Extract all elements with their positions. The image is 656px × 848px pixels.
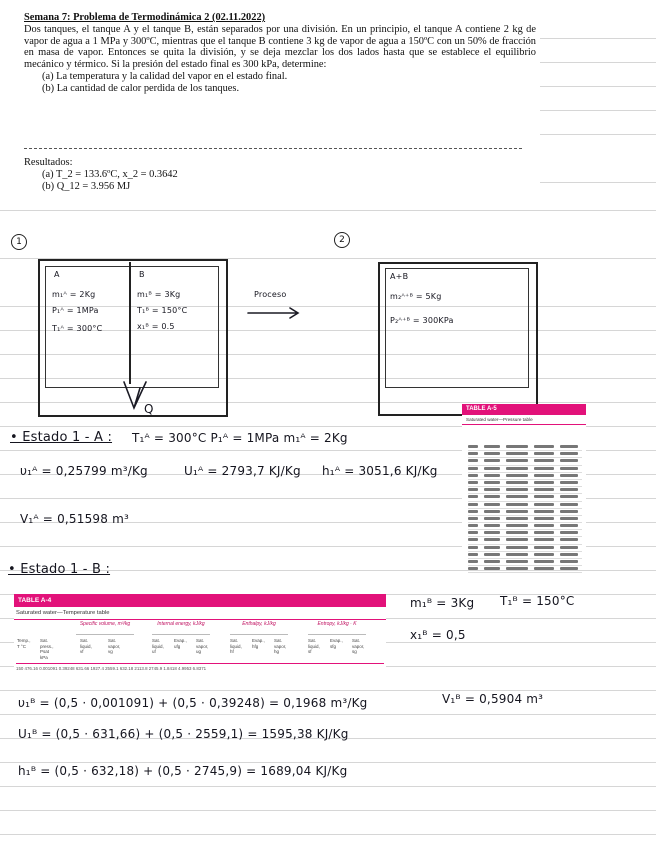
tank-b-quality: x₁ᴮ = 0.5 [137,322,175,331]
state-1b-temp: T₁ᴮ = 150°C [500,594,575,608]
state-2-circle: 2 [334,232,350,248]
final-tank-inner [385,268,529,388]
table-a5-rows [468,444,582,560]
steam-table-a4 [14,594,386,676]
table-a4-cat-volume: Specific volume, m³/kg [79,621,131,627]
process-arrow-icon [246,306,302,320]
tank-partition [129,262,131,384]
state-1a-conditions: T₁ᴬ = 300°C P₁ᴬ = 1MPa m₁ᴬ = 2Kg [132,431,348,445]
question-a: (a) La temperatura y la calidad del vapor en el estado final. [42,70,288,82]
state-1a-specific-volume: υ₁ᴬ = 0,25799 m³/Kg [20,464,148,478]
table-a4-cat-enthalpy: Enthalpy, kJ/kg [242,621,276,627]
state-1a-enthalpy: h₁ᴬ = 3051,6 KJ/Kg [322,464,438,478]
state-1b-specific-volume: υ₁ᴮ = (0,5 · 0,001091) + (0,5 · 0,39248) = 0,1968 m³/Kg [18,696,368,710]
problem-title: Semana 7: Problema de Termodinámica 2 (02.11.2022) [24,12,266,23]
table-a4-cat-energy: Internal energy, kJ/kg [157,621,205,627]
state-1b-enthalpy: h₁ᴮ = (0,5 · 632,18) + (0,5 · 2745,9) = 1689,04 KJ/Kg [18,764,348,778]
results-block [24,157,178,193]
tank-a-temp: T₁ᴬ = 300°C [52,324,103,333]
tank-a-mass: m₁ᴬ = 2Kg [52,290,96,299]
problem-text: Dos tanques, el tanque A y el tanque B, están separados por una división. En un principio, el tanque A contiene 2 kg de vapor de agua a 1 MPa y 300ºC, mientras que el tanque B contiene 3 kg de vapor de agua a 150ºC con un 50% de fracción en masa de vapor. Entonces se quita la división, y se deja mezclar los dos lados hasta que se establece el equilibrio mecánico y térmico. Si la presión del estado final es 300 kPa, determine: [24,23,536,71]
tank-a-pressure: P₁ᴬ = 1MPa [52,306,99,315]
table-a4-col: Sat. liquid, vf [80,638,92,654]
table-a4-row-150: 150 476.16 0.001091 0.39248 631.66 1927.4 2559.1 632.18 2113.8 2745.9 1.8418 4.9953 6.8371 [16,663,384,673]
result-b: (b) Q_12 = 3.956 MJ [42,181,131,192]
state-1a-internal-energy: U₁ᴬ = 2793,7 KJ/Kg [184,464,301,478]
table-a4-col: Sat. liquid, hf [230,638,242,654]
table-a4-col: Sat. vapor, sg [352,638,365,654]
steam-table-a5 [462,404,586,564]
table-a4-col: Sat. liquid, uf [152,638,164,654]
table-a4-col: Evap., ufg [174,638,187,649]
table-a4-col: Evap., hfg [252,638,265,649]
table-a4-col: Sat. press., Psat kPa [40,638,54,660]
result-a: (a) T_2 = 133.6ºC, x_2 = 0.3642 [42,169,178,180]
state-1a-volume: V₁ᴬ = 0,51598 m³ [20,512,130,526]
tank-ab-label: A+B [390,272,409,281]
state-1a-heading: • Estado 1 - A : [10,430,113,445]
state-1b-volume: V₁ᴮ = 0,5904 m³ [442,692,544,706]
tank-ab-mass: m₂ᴬ⁺ᴮ = 5Kg [390,292,442,301]
heat-label: Q [144,402,154,416]
dashed-divider [24,148,522,149]
table-a4-title: TABLE A-4 [14,594,386,607]
tank-b-mass: m₁ᴮ = 3Kg [137,290,181,299]
state-1b-internal-energy: U₁ᴮ = (0,5 · 631,66) + (0,5 · 2559,1) = 1595,38 KJ/Kg [18,727,349,741]
tank-b-label: B [139,270,145,279]
question-b: (b) La cantidad de calor perdida de los tanques. [42,82,240,94]
table-a4-col: Sat. vapor, vg [108,638,121,654]
table-a4-col: Temp., T °C [17,638,31,649]
table-a4-col: Evap., sfg [330,638,343,649]
table-a5-subtitle: Saturated water—Pressure table [462,415,586,425]
problem-statement [24,12,536,95]
table-a4-col: Sat. liquid, sf [308,638,320,654]
table-a5-title: TABLE A-5 [462,404,586,415]
tank-b-temp: T₁ᴮ = 150°C [137,306,188,315]
heat-arrow-icon [120,378,160,412]
results-heading: Resultados: [24,157,73,168]
state-1-circle: 1 [11,234,27,250]
table-a4-subtitle: Saturated water—Temperature table [14,607,386,620]
table-a4-col: Sat. vapor, hg [274,638,287,654]
state-1b-heading: • Estado 1 - B : [8,562,111,577]
table-a4-cat-entropy: Entropy, kJ/kg · K [317,621,357,627]
process-label: Proceso [254,290,287,299]
tank-a-label: A [54,270,60,279]
table-a4-col: Sat. vapor, ug [196,638,209,654]
tank-ab-pressure: P₂ᴬ⁺ᴮ = 300KPa [390,316,454,325]
state-1b-mass: m₁ᴮ = 3Kg [410,596,475,610]
state-1b-quality: x₁ᴮ = 0,5 [410,628,466,642]
